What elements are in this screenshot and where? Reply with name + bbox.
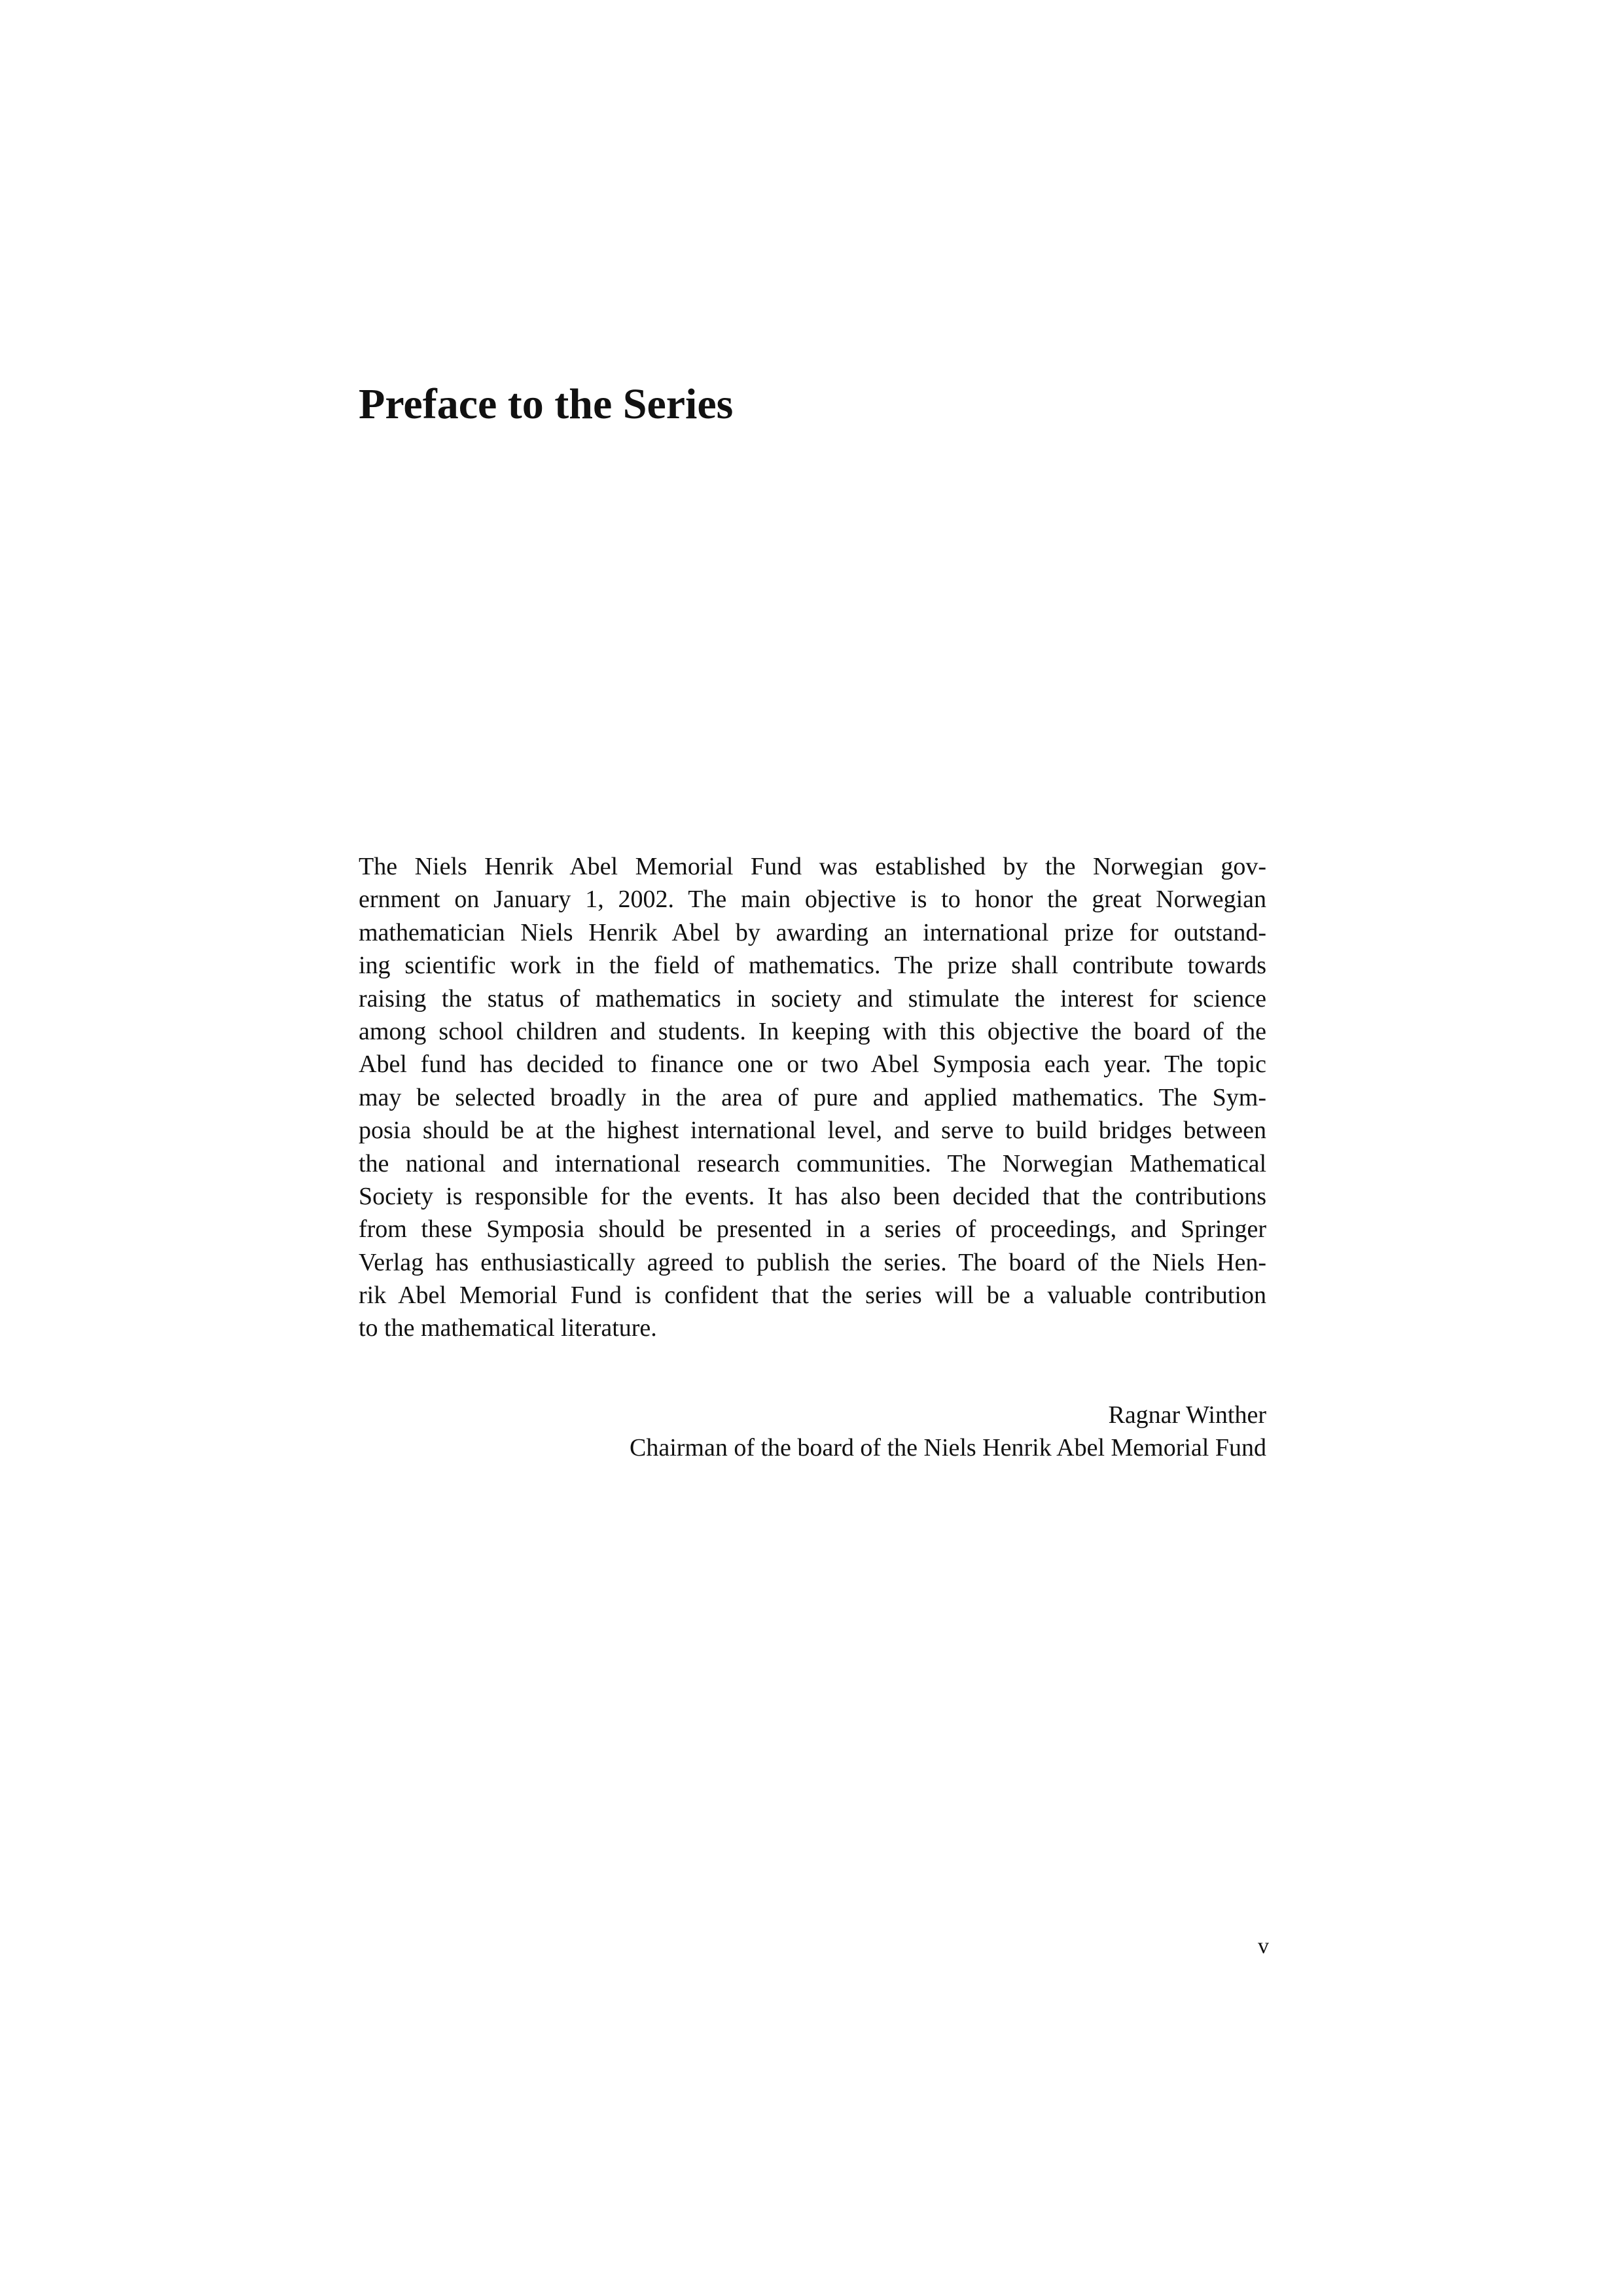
body-line: mathematician Niels Henrik Abel by awarding an international prize for outstand- — [359, 918, 1266, 946]
signature-name: Ragnar Winther — [1108, 1401, 1266, 1429]
body-line: Verlag has enthusiastically agreed to publish the series. The board of the Niels Hen- — [359, 1248, 1266, 1276]
body-line: posia should be at the highest international level, and serve to build bridges between — [359, 1117, 1266, 1145]
body-line: may be selected broadly in the area of pure and applied mathematics. The Sym- — [359, 1083, 1266, 1111]
body-line: among school children and students. In keeping with this objective the board of the — [359, 1017, 1266, 1045]
body-line: ing scientific work in the field of mathematics. The prize shall contribute towards — [359, 952, 1266, 980]
body-line: Abel fund has decided to finance one or two Abel Symposia each year. The topic — [359, 1050, 1266, 1079]
signature-block — [630, 1399, 1266, 1465]
signature-role: Chairman of the board of the Niels Henrik Abel Memorial Fund — [629, 1434, 1266, 1462]
body-line: from these Symposia should be presented in a series of proceedings, and Springer — [359, 1215, 1266, 1244]
body-line: rik Abel Memorial Fund is confident that the series will be a valuable contribution — [359, 1282, 1266, 1310]
preface-body — [359, 850, 1266, 1345]
body-line: raising the status of mathematics in society and stimulate the interest for science — [359, 984, 1266, 1013]
body-line: The Niels Henrik Abel Memorial Fund was established by the Norwegian gov- — [359, 853, 1266, 880]
body-line: the national and international research communities. The Norwegian Mathematical — [359, 1149, 1266, 1177]
page-title: Preface to the Series — [359, 380, 734, 428]
body-line: Society is responsible for the events. It has also been decided that the contributions — [359, 1182, 1266, 1210]
body-line: ernment on January 1, 2002. The main objective is to honor the great Norwegian — [359, 886, 1266, 914]
body-line: to the mathematical literature. — [359, 1314, 657, 1342]
page-number: v — [1258, 1934, 1269, 1958]
